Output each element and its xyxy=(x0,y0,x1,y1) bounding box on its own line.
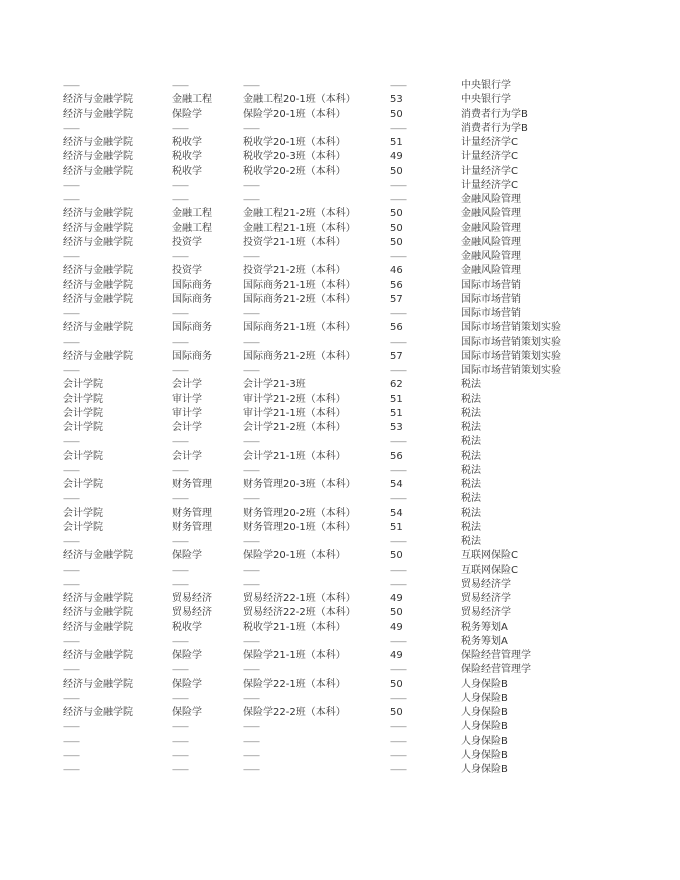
course-cell: 互联网保险C xyxy=(461,550,518,562)
table-row xyxy=(0,279,680,293)
count-cell: —— xyxy=(390,81,406,91)
table-row xyxy=(0,193,680,207)
college-cell: —— xyxy=(63,736,79,747)
major-cell: 税收学 xyxy=(172,137,202,148)
class-cell: —— xyxy=(243,722,259,733)
count-cell: 62 xyxy=(390,379,403,391)
course-cell: 税务筹划A xyxy=(461,621,508,633)
major-cell: 保险学 xyxy=(172,108,202,120)
class-cell: 金融工程20-1班（本科） xyxy=(243,94,356,106)
course-cell: 国际市场营销策划实验 xyxy=(461,350,561,362)
college-cell: —— xyxy=(63,565,79,576)
count-cell: 53 xyxy=(390,94,403,106)
table-row xyxy=(0,136,680,150)
count-cell: 57 xyxy=(390,293,403,305)
course-cell: 保险经营管理学 xyxy=(461,664,531,676)
major-cell: 金融工程 xyxy=(172,222,212,234)
class-cell: —— xyxy=(243,765,259,775)
table-row xyxy=(0,393,680,407)
college-cell: —— xyxy=(63,665,79,676)
table-row xyxy=(0,79,680,93)
course-cell: 计量经济学C xyxy=(461,137,518,148)
major-cell: —— xyxy=(172,565,188,576)
major-cell: 税收学 xyxy=(172,621,202,633)
table-row xyxy=(0,364,680,378)
major-cell: 金融工程 xyxy=(172,94,212,106)
count-cell: 54 xyxy=(390,507,403,519)
college-cell: 经济与金融学院 xyxy=(63,108,133,120)
college-cell: 会计学院 xyxy=(63,479,103,490)
course-cell: 国际市场营销策划实验 xyxy=(461,365,561,376)
class-cell: —— xyxy=(243,494,259,505)
table-row xyxy=(0,93,680,107)
table-row xyxy=(0,378,680,392)
course-cell: 消费者行为学B xyxy=(461,108,528,120)
table-row xyxy=(0,179,680,193)
class-cell: 国际商务21-1班（本科） xyxy=(243,322,356,334)
table-row xyxy=(0,207,680,221)
class-cell: —— xyxy=(243,693,259,704)
course-cell: 税法 xyxy=(461,436,481,448)
college-cell: 经济与金融学院 xyxy=(63,279,133,291)
major-cell: —— xyxy=(172,736,188,747)
major-cell: 会计学 xyxy=(172,450,202,462)
table-row xyxy=(0,264,680,278)
college-cell: —— xyxy=(63,337,79,348)
major-cell: 税收学 xyxy=(172,151,202,163)
course-cell: 税法 xyxy=(461,464,481,476)
count-cell: 46 xyxy=(390,265,403,277)
major-cell: 保险学 xyxy=(172,650,202,661)
college-cell: 经济与金融学院 xyxy=(63,322,133,334)
college-cell: —— xyxy=(63,494,79,505)
count-cell: 56 xyxy=(390,279,403,291)
class-cell: 国际商务21-2班（本科） xyxy=(243,350,356,362)
table-row xyxy=(0,621,680,635)
major-cell: —— xyxy=(172,722,188,733)
major-cell: 审计学 xyxy=(172,407,202,419)
major-cell: —— xyxy=(172,180,188,191)
table-row xyxy=(0,549,680,563)
college-cell: 会计学院 xyxy=(63,407,103,419)
major-cell: 保险学 xyxy=(172,678,202,690)
class-cell: —— xyxy=(243,465,259,476)
count-cell: 49 xyxy=(390,650,403,661)
table-row xyxy=(0,720,680,734)
class-cell: —— xyxy=(243,579,259,590)
count-cell: 53 xyxy=(390,422,403,433)
class-cell: 投资学21-2班（本科） xyxy=(243,265,346,277)
count-cell: —— xyxy=(390,565,406,576)
college-cell: 经济与金融学院 xyxy=(63,151,133,163)
course-cell: 国际市场营销 xyxy=(461,293,521,305)
major-cell: 保险学 xyxy=(172,550,202,562)
table-row xyxy=(0,450,680,464)
table-row xyxy=(0,108,680,122)
class-cell: —— xyxy=(243,537,259,547)
table-row xyxy=(0,692,680,706)
table-row xyxy=(0,663,680,677)
course-cell: 金融风险管理 xyxy=(461,222,521,234)
count-cell: 49 xyxy=(390,621,403,633)
college-cell: —— xyxy=(63,81,79,91)
college-cell: —— xyxy=(63,465,79,476)
college-cell: —— xyxy=(63,722,79,733)
major-cell: 财务管理 xyxy=(172,479,212,490)
major-cell: 投资学 xyxy=(172,236,202,248)
major-cell: —— xyxy=(172,252,188,262)
major-cell: —— xyxy=(172,465,188,476)
table-row xyxy=(0,421,680,435)
class-cell: —— xyxy=(243,636,259,647)
college-cell: —— xyxy=(63,437,79,448)
college-cell: —— xyxy=(63,636,79,647)
count-cell: 51 xyxy=(390,407,403,419)
class-cell: 保险学20-1班（本科） xyxy=(243,108,346,120)
major-cell: —— xyxy=(172,579,188,590)
college-cell: —— xyxy=(63,750,79,761)
table-row xyxy=(0,464,680,478)
count-cell: —— xyxy=(390,437,406,448)
class-cell: —— xyxy=(243,665,259,676)
course-cell: 金融风险管理 xyxy=(461,208,521,220)
college-cell: —— xyxy=(63,537,79,547)
count-cell: 50 xyxy=(390,678,403,690)
major-cell: 贸易经济 xyxy=(172,607,212,619)
course-cell: 贸易经济学 xyxy=(461,607,511,619)
major-cell: —— xyxy=(172,693,188,704)
major-cell: —— xyxy=(172,123,188,134)
course-cell: 税法 xyxy=(461,450,481,462)
class-cell: 会计学21-3班 xyxy=(243,379,306,391)
table-row xyxy=(0,606,680,620)
major-cell: —— xyxy=(172,750,188,761)
table-row xyxy=(0,236,680,250)
major-cell: —— xyxy=(172,309,188,319)
table-row xyxy=(0,635,680,649)
class-cell: 国际商务21-1班（本科） xyxy=(243,279,356,291)
course-cell: 税法 xyxy=(461,422,481,433)
class-cell: 财务管理20-3班（本科） xyxy=(243,479,356,490)
count-cell: —— xyxy=(390,309,406,319)
major-cell: 财务管理 xyxy=(172,507,212,519)
count-cell: —— xyxy=(390,252,406,262)
course-cell: 贸易经济学 xyxy=(461,578,511,590)
class-cell: 贸易经济22-1班（本科） xyxy=(243,593,356,604)
college-cell: 会计学院 xyxy=(63,521,103,533)
table-row xyxy=(0,222,680,236)
table-row xyxy=(0,706,680,720)
count-cell: 50 xyxy=(390,707,403,718)
count-cell: —— xyxy=(390,693,406,704)
class-cell: —— xyxy=(243,366,259,376)
course-cell: 税法 xyxy=(461,379,481,391)
course-cell: 税法 xyxy=(461,521,481,533)
count-cell: —— xyxy=(390,750,406,761)
college-cell: 会计学院 xyxy=(63,507,103,519)
table-row xyxy=(0,763,680,777)
count-cell: —— xyxy=(390,337,406,348)
table-row xyxy=(0,165,680,179)
major-cell: 税收学 xyxy=(172,165,202,177)
count-cell: —— xyxy=(390,123,406,134)
course-cell: 税法 xyxy=(461,393,481,405)
college-cell: 经济与金融学院 xyxy=(63,621,133,633)
table-row xyxy=(0,407,680,421)
college-cell: 经济与金融学院 xyxy=(63,350,133,362)
major-cell: —— xyxy=(172,337,188,348)
course-cell: 金融风险管理 xyxy=(461,236,521,248)
college-cell: 经济与金融学院 xyxy=(63,236,133,248)
class-cell: —— xyxy=(243,309,259,319)
count-cell: 50 xyxy=(390,222,403,234)
table-row xyxy=(0,293,680,307)
college-cell: 经济与金融学院 xyxy=(63,208,133,220)
major-cell: 贸易经济 xyxy=(172,593,212,604)
class-cell: —— xyxy=(243,565,259,576)
count-cell: —— xyxy=(390,722,406,733)
course-cell: 税法 xyxy=(461,507,481,519)
major-cell: —— xyxy=(172,81,188,91)
count-cell: 51 xyxy=(390,521,403,533)
course-cell: 人身保险B xyxy=(461,692,508,704)
count-cell: 50 xyxy=(390,236,403,248)
count-cell: —— xyxy=(390,366,406,376)
class-cell: —— xyxy=(243,195,259,205)
course-cell: 人身保险B xyxy=(461,721,508,733)
count-cell: —— xyxy=(390,195,406,205)
class-cell: 审计学21-2班（本科） xyxy=(243,393,346,405)
college-cell: 经济与金融学院 xyxy=(63,593,133,604)
course-cell: 国际市场营销策划实验 xyxy=(461,322,561,334)
college-cell: 经济与金融学院 xyxy=(63,550,133,562)
count-cell: 51 xyxy=(390,393,403,405)
college-cell: 经济与金融学院 xyxy=(63,265,133,277)
class-cell: 金融工程21-1班（本科） xyxy=(243,222,356,234)
class-cell: 财务管理20-1班（本科） xyxy=(243,521,356,533)
college-cell: —— xyxy=(63,252,79,262)
course-cell: 金融风险管理 xyxy=(461,251,521,262)
class-cell: —— xyxy=(243,337,259,348)
class-cell: 税收学21-1班（本科） xyxy=(243,621,346,633)
class-cell: 保险学22-1班（本科） xyxy=(243,678,346,690)
major-cell: 国际商务 xyxy=(172,350,212,362)
course-cell: 税务筹划A xyxy=(461,635,508,647)
count-cell: 54 xyxy=(390,479,403,490)
major-cell: —— xyxy=(172,437,188,448)
course-cell: 国际市场营销策划实验 xyxy=(461,336,561,348)
count-cell: 49 xyxy=(390,151,403,163)
count-cell: 50 xyxy=(390,208,403,220)
major-cell: 国际商务 xyxy=(172,279,212,291)
class-cell: 财务管理20-2班（本科） xyxy=(243,507,356,519)
course-cell: 税法 xyxy=(461,479,481,490)
table-row xyxy=(0,350,680,364)
table-row xyxy=(0,649,680,663)
count-cell: 50 xyxy=(390,108,403,120)
course-cell: 人身保险B xyxy=(461,749,508,761)
major-cell: —— xyxy=(172,195,188,205)
major-cell: 投资学 xyxy=(172,265,202,277)
table-row xyxy=(0,521,680,535)
class-cell: —— xyxy=(243,736,259,747)
major-cell: 审计学 xyxy=(172,393,202,405)
count-cell: —— xyxy=(390,537,406,547)
count-cell: —— xyxy=(390,494,406,505)
course-cell: 金融风险管理 xyxy=(461,194,521,205)
major-cell: —— xyxy=(172,636,188,647)
major-cell: —— xyxy=(172,765,188,775)
course-cell: 金融风险管理 xyxy=(461,265,521,277)
college-cell: 经济与金融学院 xyxy=(63,137,133,148)
course-cell: 中央银行学 xyxy=(461,80,511,91)
class-cell: 税收学20-3班（本科） xyxy=(243,151,346,163)
count-cell: 51 xyxy=(390,137,403,148)
major-cell: 保险学 xyxy=(172,707,202,718)
college-cell: 经济与金融学院 xyxy=(63,650,133,661)
course-cell: 中央银行学 xyxy=(461,94,511,106)
course-cell: 计量经济学C xyxy=(461,165,518,177)
college-cell: 经济与金融学院 xyxy=(63,293,133,305)
course-cell: 人身保险B xyxy=(461,707,508,718)
course-cell: 税法 xyxy=(461,493,481,505)
college-cell: 经济与金融学院 xyxy=(63,707,133,718)
college-cell: 经济与金融学院 xyxy=(63,222,133,234)
course-cell: 互联网保险C xyxy=(461,564,518,576)
count-cell: —— xyxy=(390,579,406,590)
college-cell: —— xyxy=(63,765,79,775)
table-row xyxy=(0,564,680,578)
class-cell: —— xyxy=(243,437,259,448)
class-cell: —— xyxy=(243,123,259,134)
major-cell: —— xyxy=(172,665,188,676)
major-cell: 财务管理 xyxy=(172,521,212,533)
college-cell: 经济与金融学院 xyxy=(63,607,133,619)
college-cell: 经济与金融学院 xyxy=(63,94,133,106)
class-cell: —— xyxy=(243,180,259,191)
class-cell: 税收学20-2班（本科） xyxy=(243,165,346,177)
college-cell: 经济与金融学院 xyxy=(63,678,133,690)
major-cell: 国际商务 xyxy=(172,322,212,334)
course-cell: 国际市场营销 xyxy=(461,279,521,291)
class-cell: 保险学20-1班（本科） xyxy=(243,550,346,562)
course-cell: 人身保险B xyxy=(461,735,508,747)
college-cell: —— xyxy=(63,309,79,319)
college-cell: —— xyxy=(63,366,79,376)
class-cell: 保险学21-1班（本科） xyxy=(243,650,346,661)
count-cell: 50 xyxy=(390,165,403,177)
college-cell: 经济与金融学院 xyxy=(63,165,133,177)
class-cell: 审计学21-1班（本科） xyxy=(243,407,346,419)
table-row xyxy=(0,307,680,321)
major-cell: —— xyxy=(172,537,188,547)
count-cell: —— xyxy=(390,665,406,676)
course-cell: 税法 xyxy=(461,536,481,547)
major-cell: 金融工程 xyxy=(172,208,212,220)
course-cell: 消费者行为学B xyxy=(461,122,528,134)
count-cell: 56 xyxy=(390,322,403,334)
class-cell: —— xyxy=(243,252,259,262)
major-cell: —— xyxy=(172,494,188,505)
college-cell: 会计学院 xyxy=(63,450,103,462)
count-cell: 49 xyxy=(390,593,403,604)
class-cell: 保险学22-2班（本科） xyxy=(243,707,346,718)
course-cell: 税法 xyxy=(461,407,481,419)
class-cell: 会计学21-1班（本科） xyxy=(243,450,346,462)
count-cell: —— xyxy=(390,180,406,191)
class-cell: —— xyxy=(243,750,259,761)
count-cell: 56 xyxy=(390,450,403,462)
college-cell: —— xyxy=(63,123,79,134)
table-row xyxy=(0,678,680,692)
table-row xyxy=(0,535,680,549)
college-cell: 会计学院 xyxy=(63,379,103,391)
college-cell: —— xyxy=(63,195,79,205)
college-cell: —— xyxy=(63,180,79,191)
table-row xyxy=(0,336,680,350)
class-cell: 金融工程21-2班（本科） xyxy=(243,208,356,220)
table-row xyxy=(0,122,680,136)
table-row xyxy=(0,250,680,264)
count-cell: —— xyxy=(390,765,406,775)
table-row xyxy=(0,435,680,449)
major-cell: 会计学 xyxy=(172,422,202,433)
major-cell: 国际商务 xyxy=(172,293,212,305)
course-cell: 人身保险B xyxy=(461,764,508,775)
course-cell: 贸易经济学 xyxy=(461,593,511,604)
class-cell: 投资学21-1班（本科） xyxy=(243,236,346,248)
table-row xyxy=(0,492,680,506)
college-cell: 会计学院 xyxy=(63,422,103,433)
course-cell: 国际市场营销 xyxy=(461,308,521,319)
major-cell: —— xyxy=(172,366,188,376)
college-cell: 会计学院 xyxy=(63,393,103,405)
count-cell: 57 xyxy=(390,350,403,362)
count-cell: 50 xyxy=(390,550,403,562)
table-row xyxy=(0,735,680,749)
count-cell: —— xyxy=(390,465,406,476)
class-cell: 税收学20-1班（本科） xyxy=(243,137,346,148)
table-row xyxy=(0,321,680,335)
course-cell: 计量经济学C xyxy=(461,179,518,191)
table-row xyxy=(0,150,680,164)
count-cell: —— xyxy=(390,736,406,747)
course-cell: 计量经济学C xyxy=(461,151,518,163)
college-cell: —— xyxy=(63,579,79,590)
table-row xyxy=(0,507,680,521)
document-page xyxy=(0,79,680,777)
course-cell: 保险经营管理学 xyxy=(461,650,531,661)
table-row xyxy=(0,749,680,763)
table-row xyxy=(0,478,680,492)
count-cell: —— xyxy=(390,636,406,647)
major-cell: 会计学 xyxy=(172,379,202,391)
count-cell: 50 xyxy=(390,607,403,619)
class-cell: 会计学21-2班（本科） xyxy=(243,422,346,433)
class-cell: 国际商务21-2班（本科） xyxy=(243,293,356,305)
class-cell: 贸易经济22-2班（本科） xyxy=(243,607,356,619)
college-cell: —— xyxy=(63,693,79,704)
class-cell: —— xyxy=(243,81,259,91)
table-row xyxy=(0,592,680,606)
table-row xyxy=(0,578,680,592)
course-cell: 人身保险B xyxy=(461,678,508,690)
